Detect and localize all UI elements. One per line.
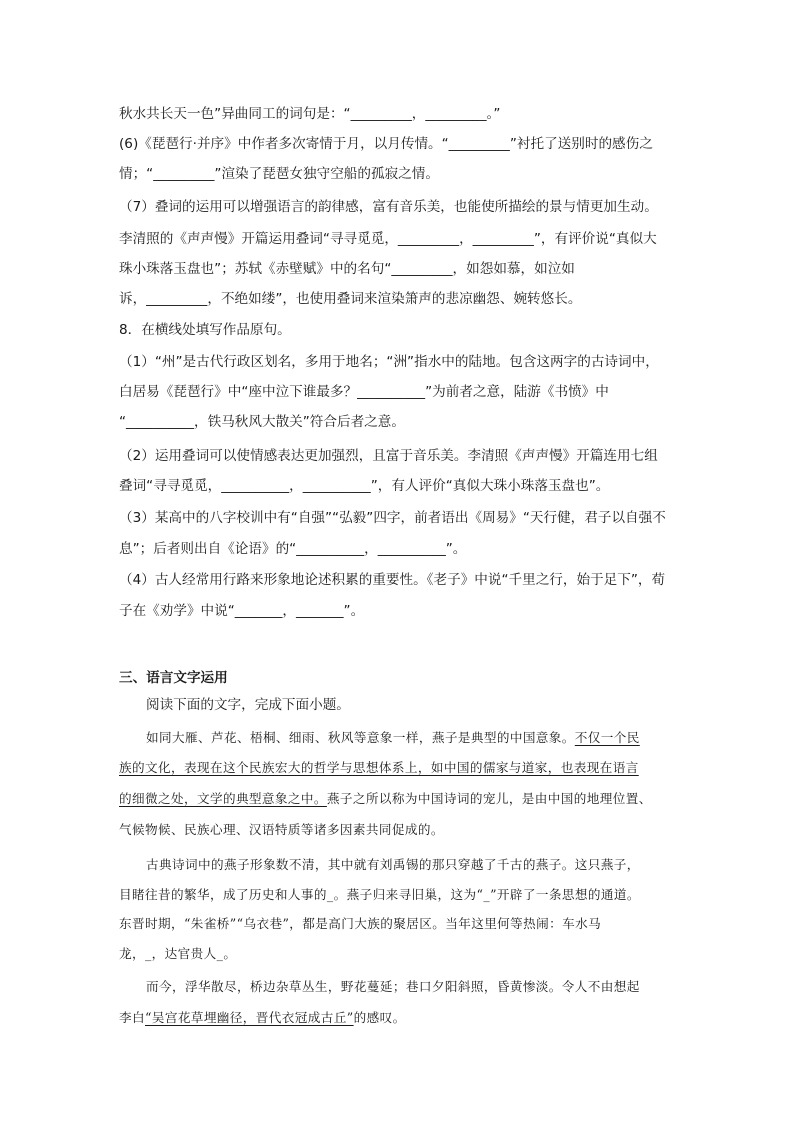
question-line: （7）叠词的运用可以增强语言的韵律感，富有音乐美，也能使所描绘的景与情更加生动。: [119, 199, 658, 215]
question-line: 诉，_________，不绝如缕”，也使用叠词来渲染箫声的悲凉幽怨、婉转悠长。: [119, 291, 582, 307]
passage-paragraph-2-line: 龙，_，达官贵人_。: [119, 946, 237, 961]
section-instruction: 阅读下面的文字，完成下面小题。: [146, 697, 350, 713]
question-line: “__________，铁马秋风大散关”符合后者之意。: [119, 414, 405, 430]
underlined-passage-text: 族的文化，表现在这个民族宏大的哲学与思想体系上，如中国的儒家与道家，也表现在语言: [119, 760, 639, 775]
question-line: 息”；后者则出自《论语》的“__________，__________”。: [119, 541, 467, 557]
question-line: （3）某高中的八字校训中有“自强”“弘毅”四字，前者语出《周易》“天行健，君子以自强不: [119, 510, 666, 526]
passage-paragraph-1-line: 气候物候、民族心理、汉语特质等诸多因素共同促成的。: [119, 822, 444, 837]
passage-paragraph-2-line: 古典诗词中的燕子形象数不清，其中就有刘禹锡的那只穿越了千古的燕子。这只燕子，: [146, 857, 640, 872]
underlined-passage-text: 的细微之处，文学的典型意象之中。: [119, 791, 327, 806]
question-line: 白居易《琵琶行》中“座中泣下谁最多？__________”为前者之意，陆游《书愤》中: [119, 384, 609, 400]
passage-paragraph-3-line: 而今，浮华散尽，桥边杂草丛生，野花蔓延；巷口夕阳斜照，昏黄惨淡。令人不由想起: [146, 979, 640, 994]
question-line: 李清照的《声声慢》开篇运用叠词“寻寻觅觅，_________，_________”，有评价说“真似大: [119, 231, 657, 247]
passage-text: 李白: [119, 1010, 145, 1025]
question-line: 情；“_________”渲染了琵琶女独守空船的孤寂之情。: [119, 166, 439, 182]
passage-text: 如同大雁、芦花、梧桐、细雨、秋风等意象一样，燕子是典型的中国意象。: [146, 730, 575, 745]
question-line: 子在《劝学》中说“_______，_______”。: [119, 603, 365, 619]
question-line: (6)《琵琶行·并序》中作者多次寄情于月，以月传情。“_________”衬托了送别时的感伤之: [119, 136, 653, 152]
question-line: 秋水共长天一色”异曲同工的词句是：“_________，_________。”: [119, 106, 501, 122]
question-line: 叠词“寻寻觅觅，__________，__________”，有人评价“真似大珠小珠落玉盘也”。: [119, 478, 610, 494]
passage-paragraph-2-line: 东晋时期，“朱雀桥”“乌衣巷”，都是高门大族的聚居区。当年这里何等热闹：车水马: [119, 916, 602, 931]
passage-paragraph-1-line: [119, 789, 652, 809]
question-line: （1）“州”是古代行政区划名，多用于地名；“洲”指水中的陆地。包含这两字的古诗词中，: [119, 354, 659, 370]
question-line: （4）古人经常用行路来形象地论述积累的重要性。《老子》中说“千里之行，始于足下”，荀: [119, 572, 666, 588]
passage-paragraph-3-line: [119, 1008, 406, 1028]
passage-text: 燕子之所以称为中国诗词的宠儿，是由中国的地理位置、: [326, 791, 652, 806]
passage-paragraph-1-line: [146, 728, 640, 748]
question-line: （2）运用叠词可以使情感表达更加强烈，且富于音乐美。李清照《声声慢》开篇连用七组: [119, 448, 658, 464]
question-line: 珠小珠落玉盘也”；苏轼《赤壁赋》中的名句“_________，如怨如慕，如泣如: [119, 261, 575, 277]
underlined-passage-text: 不仅一个民: [574, 730, 640, 745]
section-heading: 三、语言文字运用: [119, 670, 228, 686]
question-8-stem: 8．在横线处填写作品原句。: [119, 322, 291, 338]
passage-text: 的感叹。: [353, 1010, 406, 1025]
underlined-quotation: “吴宫花草埋幽径，晋代衣冠成古丘”: [145, 1010, 354, 1025]
passage-paragraph-2-line: 目睹往昔的繁华，成了历史和人事的_。燕子归来寻旧巢，这为“_”开辟了一条思想的通道。: [119, 887, 640, 902]
